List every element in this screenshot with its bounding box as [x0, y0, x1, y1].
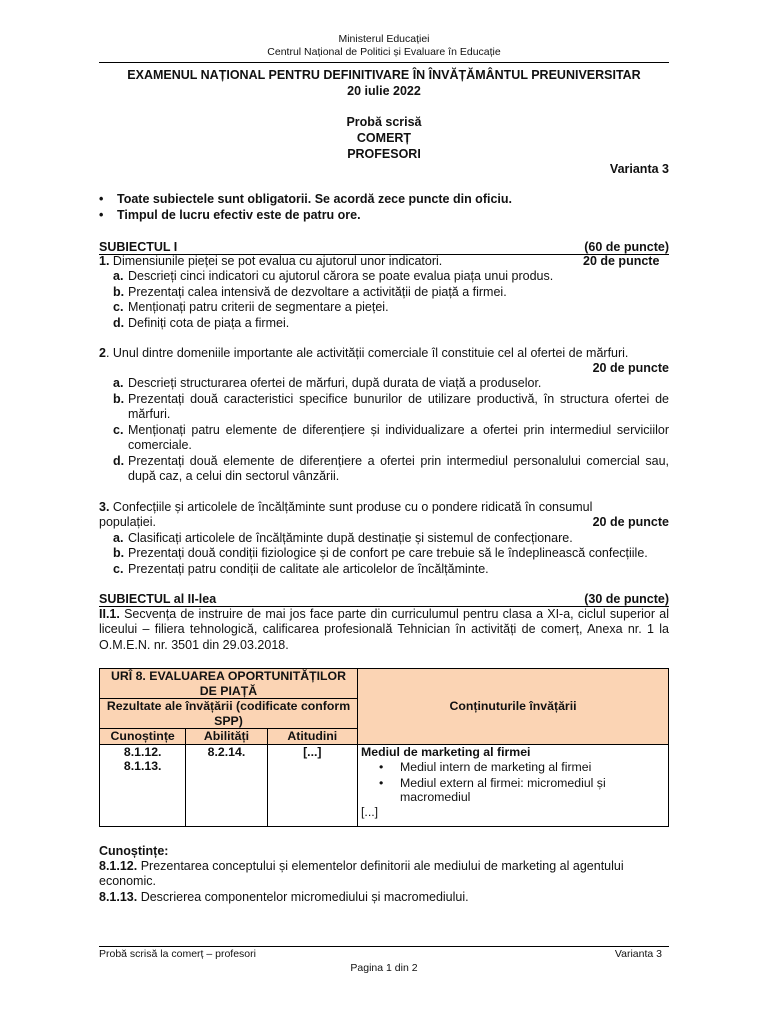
q2-statement: 2. Unul dintre domeniile importante ale activității comerciale îl constituie cel al ofertei de mărfuri. — [99, 346, 629, 360]
exam-variant: Varianta 3 — [609, 162, 669, 176]
q3-statement-cont: populației. — [99, 515, 156, 529]
page-number: Pagina 1 din 2 — [350, 962, 418, 974]
content-list — [361, 760, 665, 805]
exam-date: 20 iulie 2022 — [347, 84, 421, 98]
col-abilitati: Abilități — [186, 729, 267, 745]
content-more: [...] — [361, 804, 379, 819]
ii1-statement: II.1. Secvența de instruire de mai jos face parte din curriculumul pentru clasa a XI-a, ciclul superior al liceului – filiera tehnologică, calificarea profesională Tehnician în activități de comerț, Anexa nr. 1 la O.M.E.N. nr. 3501 din 29.03.2018. — [99, 607, 669, 652]
q2-item-a: a. Descrieți structurarea ofertei de mărfuri, după durata de viață a produselor. — [113, 376, 542, 390]
rezultate-header: Rezultate ale învățării (codificate conform SPP) — [100, 699, 358, 729]
q3-item-a: a. Clasificați articolele de încălțăminte după destinație și sistemul de confecționare. — [113, 531, 573, 545]
subiect1-heading: SUBIECTUL I (60 de puncte) — [99, 240, 669, 254]
q3-points: 20 de puncte — [592, 515, 669, 529]
q1-item-c: c. Menționați patru criterii de segmentare a pieței. — [113, 300, 389, 314]
subiect2-heading: SUBIECTUL al II-lea (30 de puncte) — [99, 592, 669, 606]
curriculum-table — [99, 668, 669, 827]
continuturi-header: Conținuturile învățării — [358, 669, 669, 745]
uri-title-cell: URÎ 8. EVALUAREA OPORTUNITĂȚILOR DE PIAȚĂ — [100, 669, 358, 699]
rule-item: • Toate subiectele sunt obligatorii. Se acordă zece puncte din oficiu. — [99, 192, 512, 206]
q3-item-b: b. Prezentați două condiții fiziologice și de confort pe care trebuie să le îndeplinească confecțiile. — [113, 546, 648, 560]
center-name: Centrul Național de Politici și Evaluare în Educație — [267, 46, 501, 58]
ministry-name: Ministerul Educației — [338, 33, 430, 45]
exam-title: EXAMENUL NAȚIONAL PENTRU DEFINITIVARE ÎN ÎNVĂȚĂMÂNTUL PREUNIVERSITAR — [127, 68, 641, 82]
q1-points: 20 de puncte — [583, 254, 660, 268]
header-divider — [99, 62, 669, 63]
knowledge-heading: Cunoștințe: — [99, 844, 169, 858]
list-item: • Mediul extern al firmei: micromediul și macromediul — [361, 776, 665, 805]
footer-variant: Varianta 3 — [614, 948, 662, 960]
q3-statement: 3. Confecțiile și articolele de încălțăminte sunt produse cu o pondere ridicată în consumul — [99, 500, 593, 514]
content-title: Mediul de marketing al firmei — [361, 744, 531, 759]
q2-points: 20 de puncte — [592, 361, 669, 375]
knowledge-item: 8.1.12. Prezentarea conceptului și elementelor definitorii ale mediului de marketing al agentului economic. — [99, 859, 624, 889]
exam-subject: COMERȚ — [356, 131, 412, 145]
abilitati-cell: 8.2.14. — [186, 744, 267, 826]
cunostinte-cell — [100, 744, 186, 826]
q3-item-c: c. Prezentați patru condiții de calitate ale articolelor de încălțăminte. — [113, 562, 489, 576]
q1-item-d: d. Definiți cota de piața a firmei. — [113, 316, 290, 330]
list-item: • Mediul intern de marketing al firmei — [361, 760, 665, 775]
q1-statement: 1. Dimensiunile pieței se pot evalua cu ajutorul unor indicatori. — [99, 254, 443, 268]
rule-item: • Timpul de lucru efectiv este de patru ore. — [99, 208, 361, 222]
q2-item-c: c. Menționați patru elemente de diferențiere și individualizare a ofertei prin intermediul serviciilor comerciale. — [113, 423, 669, 453]
exam-audience: PROFESORI — [347, 147, 421, 161]
atitudini-cell: [...] — [267, 744, 357, 826]
q2-item-b: b. Prezentați două caracteristici specifice bunurilor de utilizare productivă, în structura ofertei de mărfuri. — [113, 392, 669, 422]
continuturi-cell — [358, 744, 669, 826]
q1-item-b: b. Prezentați calea intensivă de dezvoltare a activității de piață a firmei. — [113, 285, 507, 299]
q2-item-d: d. Prezentați două elemente de diferențiere a ofertei prin intermediul personalului comercial sau, după caz, a celui din sectorul vânzării. — [113, 454, 669, 484]
exam-proba: Probă scrisă — [346, 115, 422, 129]
col-cunostinte: Cunoștințe — [100, 729, 186, 745]
footer-divider — [99, 946, 669, 947]
knowledge-item: 8.1.13. Descrierea componentelor micromediului și macromediului. — [99, 890, 469, 904]
cunostinte-code: 8.1.12. — [123, 744, 162, 759]
cunostinte-code: 8.1.13. — [123, 759, 162, 773]
col-atitudini: Atitudini — [267, 729, 357, 745]
footer-left: Probă scrisă la comerț – profesori — [99, 948, 256, 960]
q1-item-a: a. Descrieți cinci indicatori cu ajutorul cărora se poate evalua piața unui produs. — [113, 269, 554, 283]
